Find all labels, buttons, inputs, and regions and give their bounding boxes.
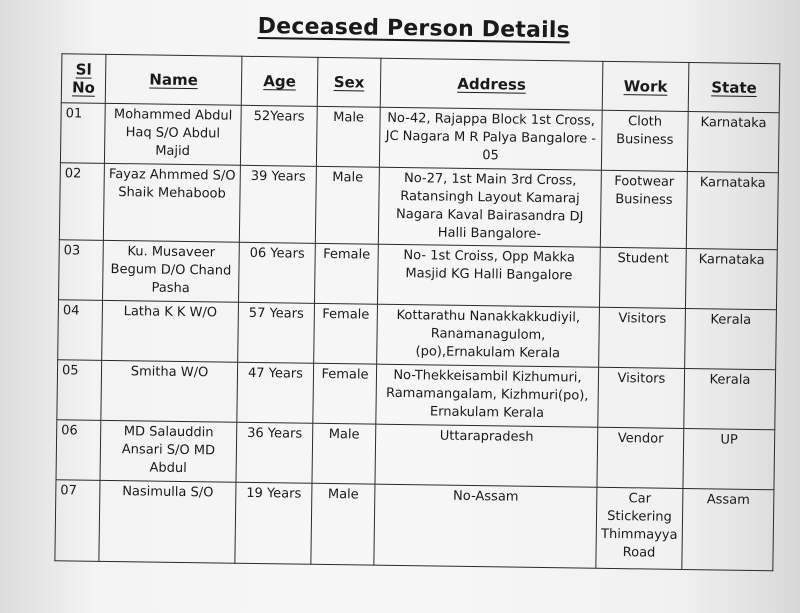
header-age: Age: [241, 56, 318, 106]
cell-work: Visitors: [598, 367, 685, 428]
cell-name: Latha K K W/O: [102, 300, 239, 362]
header-name: Name: [105, 54, 242, 105]
document-title: Deceased Person Details: [257, 13, 571, 44]
cell-state: Karnataka: [686, 171, 778, 249]
cell-state: Karnataka: [687, 112, 779, 173]
table-row: [56, 420, 775, 490]
cell-sex: Male: [315, 166, 379, 244]
cell-sex: Female: [313, 363, 377, 424]
cell-state: UP: [683, 428, 775, 489]
table-row: [59, 163, 778, 250]
deceased-details-table: [54, 53, 780, 571]
cell-address: No-27, 1st Main 3rd Cross, Ratansingh Layout Kamaraj Nagara Kaval Bairasandra DJ Halli Bangalore-: [378, 167, 601, 247]
cell-sl-no: 02: [59, 163, 104, 241]
cell-age: 06 Years: [239, 242, 316, 303]
cell-state: Kerala: [685, 308, 777, 369]
cell-address: No-Thekkeisambil Kizhumuri, Ramamangalam, Kizhmuri(po), Ernakulam Kerala: [376, 364, 599, 427]
cell-work: Footwear Business: [600, 170, 687, 248]
cell-age: 47 Years: [237, 362, 314, 423]
cell-sl-no: 01: [60, 103, 105, 164]
header-sl-no: Sl No: [61, 54, 106, 104]
cell-address: Uttarapradesh: [375, 424, 598, 487]
cell-age: 52Years: [240, 105, 317, 166]
cell-work: Cloth Business: [601, 110, 688, 171]
cell-state: Karnataka: [685, 248, 777, 309]
cell-state: Assam: [682, 488, 774, 570]
table-row: [58, 300, 777, 370]
cell-sl-no: 05: [57, 360, 102, 421]
cell-sex: Female: [314, 243, 378, 304]
cell-state: Kerala: [684, 368, 776, 429]
table-row: [59, 240, 778, 310]
cell-name: Fayaz Ahmmed S/O Shaik Mehaboob: [103, 163, 240, 242]
cell-age: 19 Years: [235, 482, 312, 564]
cell-name: Nasimulla S/O: [99, 480, 236, 563]
cell-address: No- 1st Croiss, Opp Makka Masjid KG Halli Bangalore: [377, 244, 600, 307]
cell-sl-no: 03: [59, 240, 104, 301]
cell-sex: Male: [316, 106, 380, 167]
cell-age: 57 Years: [238, 302, 315, 363]
cell-work: Car Stickering Thimmayya Road: [596, 487, 683, 569]
cell-name: Ku. Musaveer Begum D/O Chand Pasha: [103, 240, 240, 302]
cell-work: Student: [599, 247, 686, 308]
cell-address: No-42, Rajappa Block 1st Cross, JC Nagara M R Palya Bangalore - 05: [379, 107, 602, 170]
cell-name: Smitha W/O: [101, 360, 238, 422]
cell-name: MD Salauddin Ansari S/O MD Abdul: [100, 420, 237, 482]
header-sex: Sex: [317, 57, 381, 107]
header-state: State: [688, 63, 780, 113]
cell-sex: Female: [314, 303, 378, 364]
cell-sl-no: 04: [58, 300, 103, 361]
cell-age: 39 Years: [239, 165, 316, 243]
header-address: Address: [380, 58, 603, 110]
table-row: [55, 480, 774, 571]
header-work: Work: [602, 61, 689, 111]
cell-sl-no: 06: [56, 420, 101, 481]
cell-sex: Male: [311, 483, 375, 565]
cell-sl-no: 07: [55, 480, 100, 562]
cell-address: Kottarathu Nanakkakkudiyil, Ranamanagulom,(po),Ernakulam Kerala: [377, 304, 600, 367]
cell-work: Visitors: [599, 307, 686, 368]
table-row: [57, 360, 776, 430]
cell-sex: Male: [312, 423, 376, 484]
cell-work: Vendor: [597, 427, 684, 488]
cell-name: Mohammed Abdul Haq S/O Abdul Majid: [104, 103, 241, 165]
cell-address: No-Assam: [374, 484, 597, 568]
cell-age: 36 Years: [236, 422, 313, 483]
table-row: [60, 103, 779, 173]
